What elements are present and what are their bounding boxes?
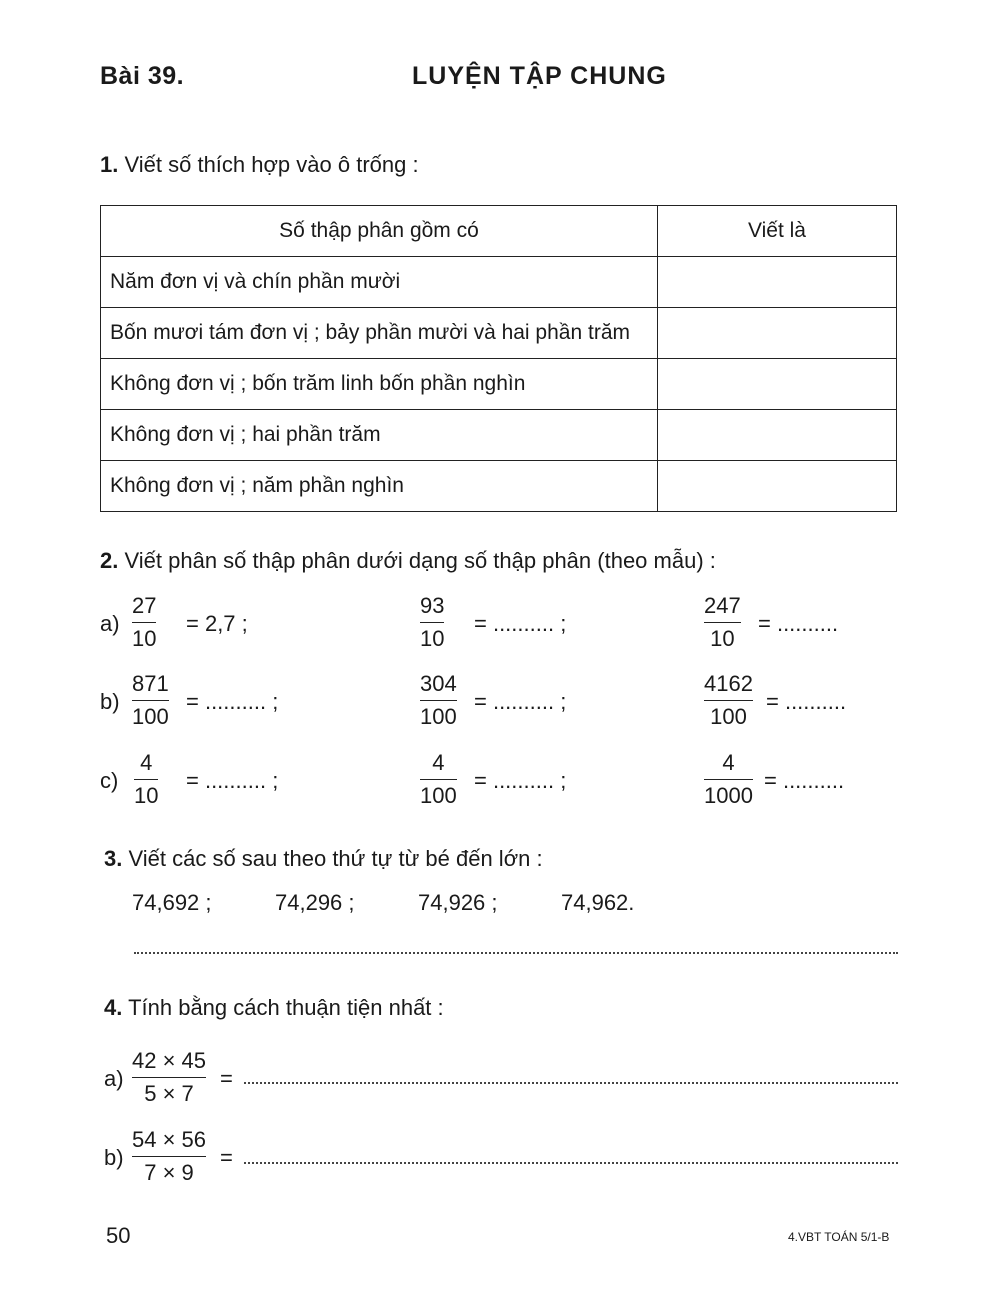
denominator: 100 — [420, 783, 457, 808]
exercise-1-prompt: Viết số thích hợp vào ô trống : — [124, 152, 419, 177]
denominator: 100 — [132, 704, 169, 729]
denominator: 10 — [132, 626, 157, 651]
numerator: 93 — [420, 593, 445, 618]
answer-line[interactable] — [244, 1162, 898, 1164]
ex4-label-a: a) — [104, 1066, 124, 1091]
denominator: 1000 — [704, 783, 753, 808]
answer-example: = 2,7 ; — [186, 611, 248, 636]
table-row — [101, 359, 897, 410]
table-row — [101, 410, 897, 461]
answer-line[interactable] — [244, 1082, 898, 1084]
table-header-row — [101, 206, 897, 257]
numerator: 4 — [722, 750, 735, 775]
denominator: 10 — [134, 783, 159, 808]
number-item: 74,962. — [561, 890, 635, 915]
exercise-2-number: 2. — [100, 548, 119, 573]
table-row — [101, 308, 897, 359]
lesson-number: Bài 39. — [100, 62, 185, 90]
ex2-label-a: a) — [100, 611, 120, 636]
ex2-label-b: b) — [100, 689, 120, 714]
exercise-3-number: 3. — [104, 846, 123, 871]
numerator: 871 — [132, 671, 169, 696]
row-description: Không đơn vị ; bốn trăm linh bốn phần nghìn — [101, 359, 658, 410]
fraction — [704, 595, 741, 650]
answer-blank[interactable]: = .......... ; — [474, 611, 567, 636]
row-description: Bốn mươi tám đơn vị ; bảy phần mười và hai phần trăm — [101, 308, 658, 359]
denominator: 10 — [420, 626, 445, 651]
exercise-3-prompt: Viết các số sau theo thứ tự từ bé đến lớn : — [128, 846, 543, 871]
table-header-composition: Số thập phân gồm có — [101, 206, 658, 257]
number-item: 74,296 ; — [275, 890, 355, 915]
fraction — [132, 1129, 206, 1184]
equals-sign: = — [220, 1145, 233, 1170]
ex4-label-b: b) — [104, 1145, 124, 1170]
answer-blank[interactable]: = .......... — [766, 689, 847, 714]
numerator: 304 — [420, 671, 457, 696]
table-row — [101, 257, 897, 308]
answer-blank[interactable]: = .......... — [758, 611, 839, 636]
exercise-1-heading — [100, 152, 419, 178]
answer-cell[interactable] — [658, 410, 897, 461]
numerator: 42 × 45 — [132, 1048, 207, 1073]
numerator: 4 — [140, 750, 153, 775]
table-row — [101, 461, 897, 512]
fraction — [420, 673, 457, 728]
row-description: Năm đơn vị và chín phần mười — [101, 257, 658, 308]
numerator: 54 × 56 — [132, 1127, 207, 1152]
fraction — [132, 595, 156, 650]
book-code: 4.VBT TOÁN 5/1-B — [788, 1230, 890, 1244]
denominator: 5 × 7 — [144, 1081, 194, 1106]
fraction — [134, 752, 158, 807]
fraction — [704, 752, 753, 807]
exercise-2-prompt: Viết phân số thập phân dưới dạng số thập phân (theo mẫu) : — [124, 548, 716, 573]
exercise-1-number: 1. — [100, 152, 119, 177]
page-title: LUYỆN TẬP CHUNG — [412, 62, 667, 90]
answer-blank[interactable]: = .......... ; — [474, 768, 567, 793]
equals-sign: = — [220, 1066, 233, 1091]
exercise-3-heading — [104, 846, 543, 872]
row-description: Không đơn vị ; năm phần nghìn — [101, 461, 658, 512]
exercise-2-heading — [100, 548, 716, 574]
fraction — [132, 1050, 206, 1105]
answer-cell[interactable] — [658, 461, 897, 512]
numerator: 27 — [132, 593, 157, 618]
numerator: 247 — [704, 593, 741, 618]
number-item: 74,926 ; — [418, 890, 498, 915]
exercise-4-heading — [104, 995, 444, 1021]
ex2-label-c: c) — [100, 768, 119, 793]
denominator: 100 — [420, 704, 457, 729]
fraction — [132, 673, 169, 728]
fraction — [704, 673, 753, 728]
denominator: 100 — [710, 704, 747, 729]
number-item: 74,692 ; — [132, 890, 212, 915]
answer-cell[interactable] — [658, 257, 897, 308]
answer-cell[interactable] — [658, 359, 897, 410]
answer-blank[interactable]: = .......... ; — [474, 689, 567, 714]
answer-line[interactable] — [134, 952, 898, 954]
denominator: 10 — [710, 626, 735, 651]
table-header-written: Viết là — [658, 206, 897, 257]
exercise-1-table — [100, 205, 897, 512]
exercise-4-number: 4. — [104, 995, 123, 1020]
row-description: Không đơn vị ; hai phần trăm — [101, 410, 658, 461]
answer-blank[interactable]: = .......... — [764, 768, 845, 793]
page-number: 50 — [106, 1223, 131, 1248]
denominator: 7 × 9 — [144, 1160, 194, 1185]
exercise-4-prompt: Tính bằng cách thuận tiện nhất : — [128, 995, 444, 1020]
fraction — [420, 595, 444, 650]
answer-blank[interactable]: = .......... ; — [186, 768, 279, 793]
fraction — [420, 752, 457, 807]
answer-cell[interactable] — [658, 308, 897, 359]
numerator: 4162 — [704, 671, 753, 696]
numerator: 4 — [432, 750, 445, 775]
answer-blank[interactable]: = .......... ; — [186, 689, 279, 714]
